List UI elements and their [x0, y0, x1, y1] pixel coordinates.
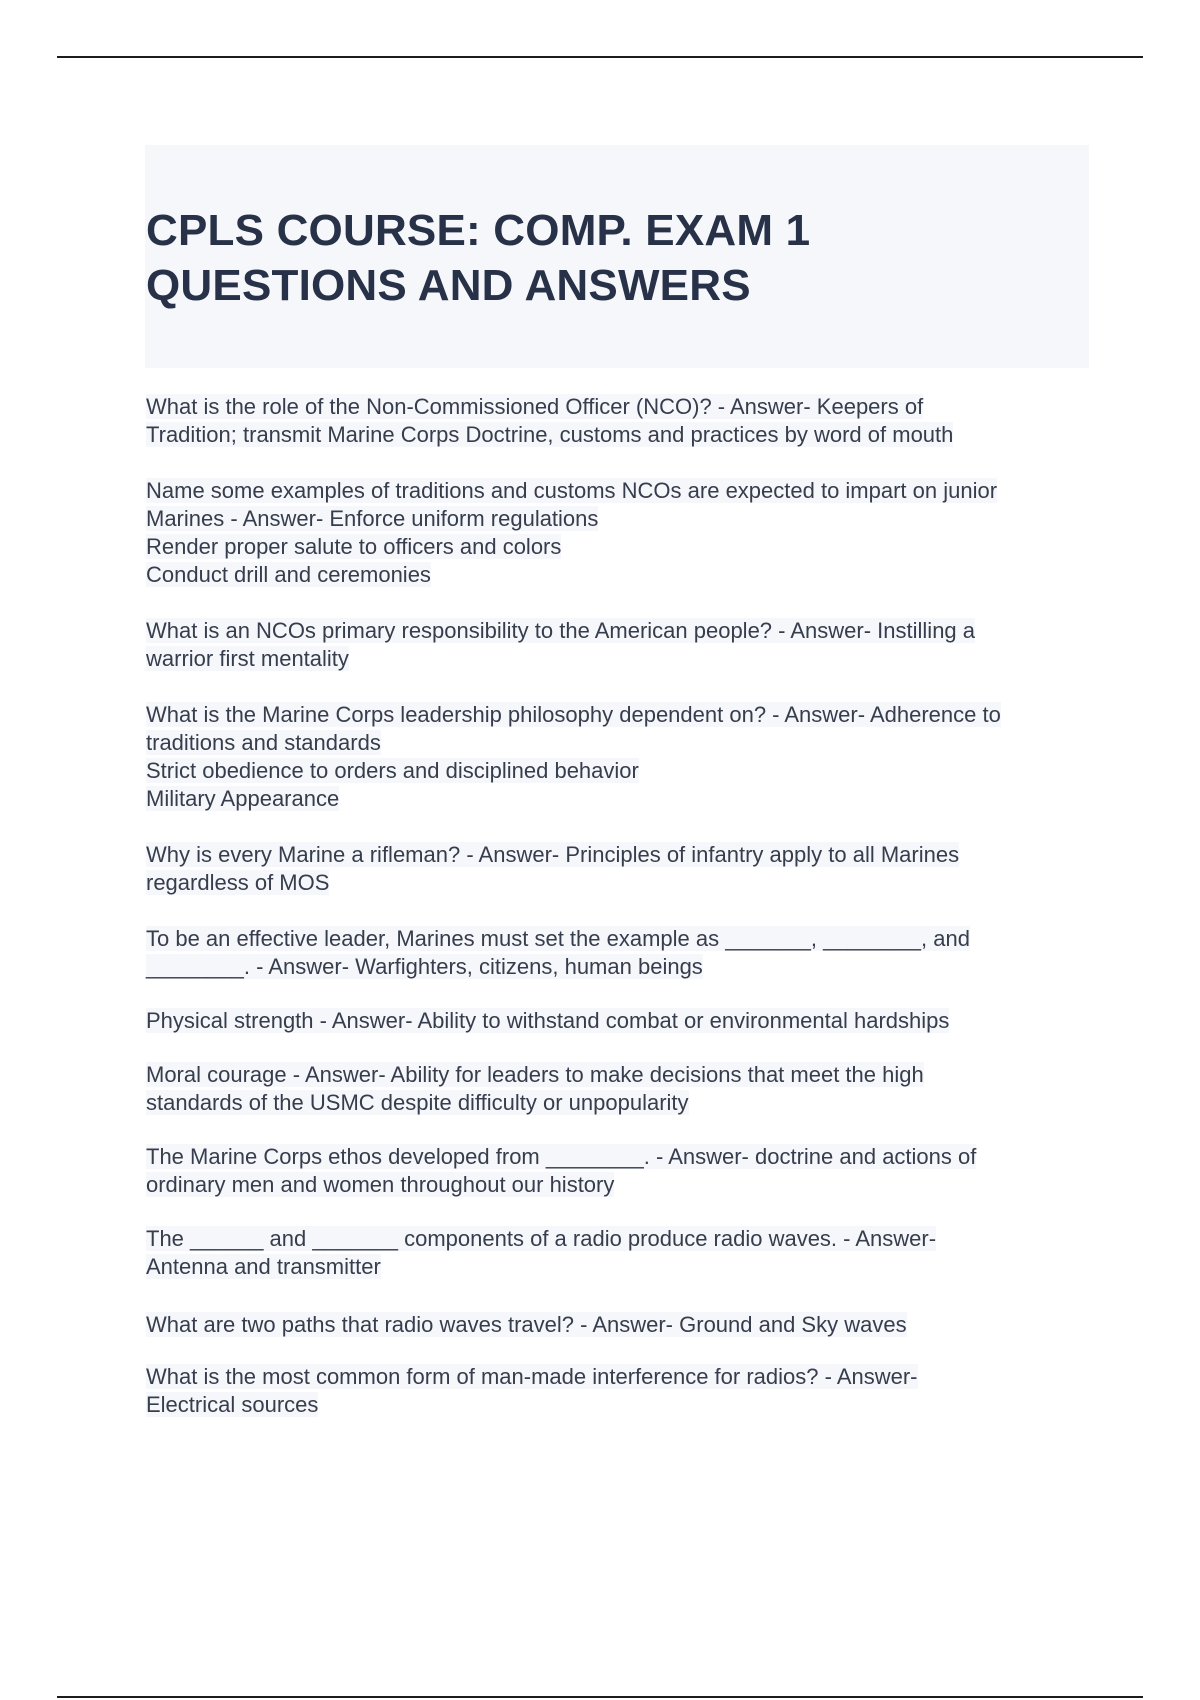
- qa-item: [146, 1007, 1106, 1035]
- qa-line: [146, 729, 1106, 757]
- qa-line: [146, 477, 1106, 505]
- qa-line: [146, 925, 1106, 953]
- qa-line: [146, 1391, 1106, 1419]
- title-line-2: QUESTIONS AND ANSWERS: [146, 261, 751, 310]
- qa-line-text: standards of the USMC despite difficulty or unpopularity: [146, 1090, 689, 1115]
- qa-line-text: Moral courage - Answer- Ability for leaders to make decisions that meet the high: [146, 1062, 924, 1087]
- qa-line-text: Tradition; transmit Marine Corps Doctrine, customs and practices by word of mouth: [146, 422, 954, 447]
- qa-line-text: Render proper salute to officers and colors: [146, 534, 562, 559]
- qa-line-text: The ______ and _______ components of a radio produce radio waves. - Answer-: [146, 1226, 937, 1251]
- qa-line: [146, 1363, 1106, 1391]
- qa-item: [146, 1311, 1106, 1339]
- qa-line: [146, 1007, 1106, 1035]
- qa-line: [146, 561, 1106, 589]
- qa-line-text: Strict obedience to orders and disciplined behavior: [146, 758, 639, 783]
- qa-item: [146, 1363, 1106, 1419]
- top-rule: [57, 56, 1143, 58]
- qa-line: [146, 533, 1106, 561]
- qa-line-text: Marines - Answer- Enforce uniform regulations: [146, 506, 599, 531]
- qa-item: [146, 1143, 1106, 1199]
- qa-line: [146, 1225, 1106, 1253]
- qa-line: [146, 785, 1106, 813]
- qa-item: [146, 617, 1106, 673]
- qa-line: [146, 617, 1106, 645]
- qa-line: [146, 505, 1106, 533]
- qa-line: [146, 1171, 1106, 1199]
- qa-line: [146, 393, 1106, 421]
- qa-item: [146, 393, 1106, 449]
- title-line-1: CPLS COURSE: COMP. EXAM 1: [146, 206, 811, 255]
- qa-line-text: Antenna and transmitter: [146, 1254, 381, 1279]
- qa-line: [146, 645, 1106, 673]
- qa-line: [146, 1253, 1106, 1281]
- qa-line-text: Conduct drill and ceremonies: [146, 562, 431, 587]
- qa-line: [146, 1143, 1106, 1171]
- qa-line-text: warrior first mentality: [146, 646, 349, 671]
- qa-line-text: What are two paths that radio waves travel? - Answer- Ground and Sky waves: [146, 1312, 907, 1337]
- qa-line-text: ________. - Answer- Warfighters, citizens, human beings: [146, 954, 703, 979]
- qa-line-text: What is an NCOs primary responsibility to the American people? - Answer- Instilling a: [146, 618, 976, 643]
- qa-line-text: ordinary men and women throughout our history: [146, 1172, 615, 1197]
- bottom-rule: [57, 1696, 1143, 1698]
- qa-line: [146, 1061, 1106, 1089]
- qa-line-text: What is the role of the Non-Commissioned Officer (NCO)? - Answer- Keepers of: [146, 394, 924, 419]
- qa-item: [146, 925, 1106, 981]
- qa-item: [146, 1061, 1106, 1117]
- qa-item: [146, 477, 1106, 589]
- qa-line: [146, 869, 1106, 897]
- qa-line-text: Military Appearance: [146, 786, 340, 811]
- qa-line-text: regardless of MOS: [146, 870, 330, 895]
- qa-line: [146, 757, 1106, 785]
- qa-line: [146, 841, 1106, 869]
- qa-line: [146, 701, 1106, 729]
- qa-line-text: Name some examples of traditions and customs NCOs are expected to impart on junior: [146, 478, 998, 503]
- qa-line: [146, 1089, 1106, 1117]
- qa-line-text: The Marine Corps ethos developed from ________. - Answer- doctrine and actions of: [146, 1144, 977, 1169]
- qa-line-text: What is the most common form of man-made interference for radios? - Answer-: [146, 1364, 918, 1389]
- qa-line-text: What is the Marine Corps leadership philosophy dependent on? - Answer- Adherence to: [146, 702, 1001, 727]
- qa-line-text: traditions and standards: [146, 730, 381, 755]
- qa-item: [146, 841, 1106, 897]
- qa-line-text: Why is every Marine a rifleman? - Answer- Principles of infantry apply to all Marines: [146, 842, 960, 867]
- qa-line-text: Electrical sources: [146, 1392, 319, 1417]
- qa-line-text: To be an effective leader, Marines must set the example as _______, ________, and: [146, 926, 970, 951]
- qa-list: [146, 366, 1106, 1419]
- qa-item: [146, 701, 1106, 813]
- qa-line: [146, 1311, 1106, 1339]
- qa-line: [146, 953, 1106, 981]
- qa-line-text: Physical strength - Answer- Ability to withstand combat or environmental hardships: [146, 1008, 950, 1033]
- document-title: [146, 203, 810, 313]
- qa-line: [146, 421, 1106, 449]
- qa-item: [146, 1225, 1106, 1281]
